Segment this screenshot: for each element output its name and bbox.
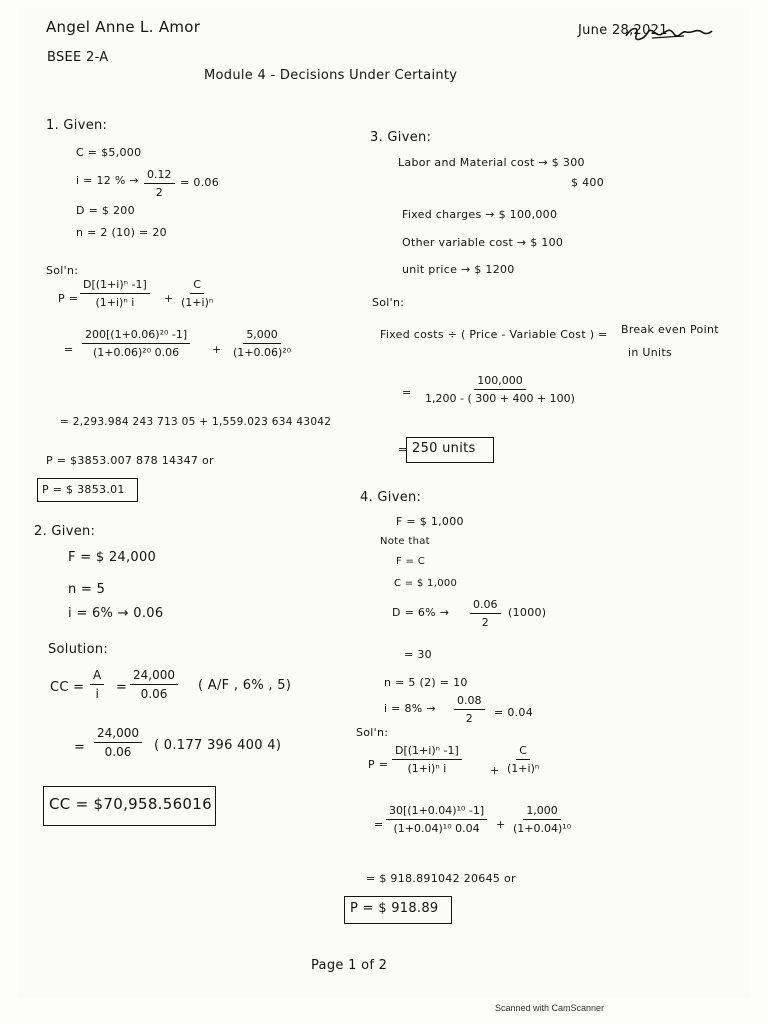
p4-sub-frac1 — [386, 804, 487, 835]
p1-rate-num: 0.12 — [144, 168, 175, 184]
p3-frac-num: 100,000 — [474, 374, 526, 390]
p1-eq2: = — [64, 343, 74, 356]
p4-p-value: = $ 918.891042 20645 or — [366, 872, 516, 885]
p4-sub2-num: 1,000 — [523, 804, 561, 820]
p1-formula-frac1 — [80, 278, 150, 309]
p2-frac3 — [94, 726, 142, 759]
p4-p-eq: P = — [368, 758, 389, 771]
p4-f-equals-c: F = C — [396, 556, 425, 567]
p1-given-label: 1. Given: — [46, 118, 108, 133]
p1-sub-frac1 — [82, 328, 190, 359]
p1-sub1-num: 200[(1+0.06)²⁰ -1] — [82, 328, 190, 344]
p1-answer: P = $ 3853.01 — [42, 483, 125, 496]
p4-frac1-den: (1+i)ⁿ i — [407, 762, 447, 775]
p1-rate-right: = 0.06 — [180, 176, 220, 189]
signature-scribble — [622, 22, 714, 44]
p4-formula-frac2 — [504, 744, 542, 775]
p1-sub1-den: (1+0.06)²⁰ 0.06 — [93, 346, 180, 359]
p2-factor: ( A/F , 6% , 5) — [198, 678, 292, 693]
p1-rate-fraction — [144, 168, 175, 199]
p4-solution-label: Sol'n: — [356, 726, 389, 739]
p3-break-even: Break even Point — [621, 323, 719, 336]
p2-eq: = — [116, 680, 128, 695]
p1-p-eq: P = — [58, 292, 79, 305]
p2-frac1-den: i — [95, 687, 99, 701]
p1-plus2: + — [212, 343, 222, 356]
student-name: Angel Anne L. Amor — [46, 18, 201, 36]
p2-frac3-num: 24,000 — [94, 726, 142, 743]
p4-sub1-den: (1+0.04)¹⁰ 0.04 — [393, 822, 480, 835]
p1-sub-frac2 — [230, 328, 294, 359]
p1-periods: n = 2 (10) = 20 — [76, 226, 167, 239]
scanner-watermark: Scanned with CamScanner — [495, 1003, 605, 1013]
p3-in-units: in Units — [628, 346, 673, 359]
p3-solution-label: Sol'n: — [372, 296, 405, 309]
p3-frac-den: 1,200 - ( 300 + 400 + 100) — [425, 392, 575, 405]
p3-eq: = — [402, 386, 412, 399]
page-number: Page 1 of 2 — [311, 958, 388, 973]
p3-formula: Fixed costs ÷ ( Price - Variable Cost ) = — [380, 328, 608, 341]
p3-fixed-charges: Fixed charges → $ 100,000 — [402, 208, 558, 221]
p1-sub2-num: 5,000 — [243, 328, 281, 344]
p4-cost: C = $ 1,000 — [394, 578, 458, 589]
p2-frac3-den: 0.06 — [104, 745, 132, 759]
p3-answer: 250 units — [412, 441, 476, 456]
p2-given-label: 2. Given: — [34, 524, 96, 539]
p2-answer: CC = $70,958.56016 — [49, 795, 212, 813]
p1-sub2-den: (1+0.06)²⁰ — [233, 346, 292, 359]
p2-frac2 — [130, 668, 178, 701]
p4-d-num: 0.06 — [470, 598, 501, 614]
p4-d-fraction — [470, 598, 501, 629]
p4-note: Note that — [380, 536, 430, 547]
p4-eq2: = — [374, 818, 384, 831]
module-title: Module 4 - Decisions Under Certainty — [204, 68, 458, 83]
p4-plus: + — [490, 764, 500, 777]
p4-frac2-den: (1+i)ⁿ — [507, 762, 540, 775]
p1-solution-label: Sol'n: — [46, 264, 79, 277]
p4-frac1-num: D[(1+i)ⁿ -1] — [392, 744, 462, 760]
p2-periods: n = 5 — [68, 582, 106, 597]
p4-sub1-num: 30[(1+0.04)¹⁰ -1] — [386, 804, 487, 820]
p4-rate-right: = 0.04 — [494, 706, 534, 719]
p3-given-label: 3. Given: — [370, 130, 432, 145]
p2-factor2: ( 0.177 396 400 4) — [154, 738, 282, 753]
p1-cost: C = $5,000 — [76, 146, 142, 159]
p3-other-variable: Other variable cost → $ 100 — [402, 236, 564, 249]
p4-given-label: 4. Given: — [360, 490, 422, 505]
p4-d-den: 2 — [481, 616, 489, 629]
p4-periods: n = 5 (2) = 10 — [384, 676, 468, 689]
date-label: June 28,2021 — [578, 23, 668, 38]
p1-sum: = 2,293.984 243 713 05 + 1,559.023 634 43042 — [60, 416, 332, 428]
p4-rate-fraction — [454, 694, 485, 725]
p2-eq2: = — [74, 740, 86, 755]
p1-plus: + — [164, 292, 174, 305]
p2-frac1 — [90, 668, 104, 701]
p1-frac1-num: D[(1+i)ⁿ -1] — [80, 278, 150, 294]
p4-formula-frac1 — [392, 744, 462, 775]
p1-p-value: P = $3853.007 878 14347 or — [46, 454, 214, 467]
p3-unit-price: unit price → $ 1200 — [402, 263, 515, 276]
p4-rate-left: i = 8% → — [384, 702, 436, 715]
p1-rate-den: 2 — [155, 186, 163, 199]
p1-formula-frac2 — [178, 278, 216, 309]
p4-rate-num: 0.08 — [454, 694, 485, 710]
p2-solution-label: Solution: — [48, 642, 109, 657]
p2-cc-eq: CC = — [50, 680, 85, 695]
p4-d-value: = 30 — [404, 648, 432, 661]
p1-frac2-num: C — [190, 278, 204, 294]
p3-fraction — [422, 374, 578, 405]
p1-frac2-den: (1+i)ⁿ — [181, 296, 214, 309]
p1-rate-left: i = 12 % → — [76, 174, 139, 187]
p3-eq2: = — [398, 443, 408, 456]
section-label: BSEE 2-A — [47, 50, 109, 65]
p4-future: F = $ 1,000 — [396, 515, 464, 528]
p4-d-right: (1000) — [508, 606, 547, 619]
p4-frac2-num: C — [516, 744, 530, 760]
p1-frac1-den: (1+i)ⁿ i — [95, 296, 135, 309]
p2-frac2-den: 0.06 — [140, 687, 168, 701]
p4-rate-den: 2 — [465, 712, 473, 725]
p4-sub2-den: (1+0.04)¹⁰ — [513, 822, 572, 835]
p2-future: F = $ 24,000 — [68, 550, 157, 565]
p4-answer: P = $ 918.89 — [350, 901, 439, 916]
p3-labor-material-2: $ 400 — [571, 176, 604, 189]
p4-plus2: + — [496, 818, 506, 831]
p1-dividend: D = $ 200 — [76, 204, 135, 217]
p2-frac2-num: 24,000 — [130, 668, 178, 685]
p2-frac1-num: A — [90, 668, 104, 685]
p4-sub-frac2 — [510, 804, 574, 835]
p2-rate: i = 6% → 0.06 — [68, 606, 164, 621]
p4-d-left: D = 6% → — [392, 606, 450, 619]
p3-labor-material: Labor and Material cost → $ 300 — [398, 156, 585, 169]
